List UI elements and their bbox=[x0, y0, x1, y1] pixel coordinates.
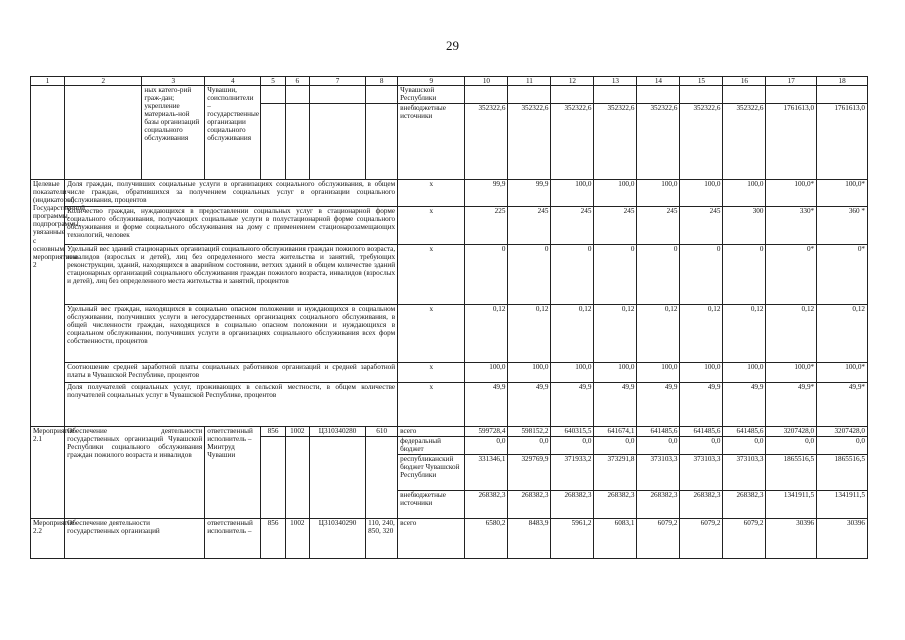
target-row bbox=[31, 305, 868, 363]
value-cell: 8483,9 bbox=[508, 519, 551, 559]
measure-executor: ответственный исполнитель – Минтруд Чувашии bbox=[205, 427, 261, 519]
col-header: 9 bbox=[398, 77, 465, 86]
value-cell: 6083,1 bbox=[594, 519, 637, 559]
value-cell: 1341911,5 bbox=[766, 491, 817, 519]
value-cell: 1341911,5 bbox=[817, 491, 868, 519]
value-cell: 245 bbox=[680, 207, 723, 245]
col-header: 18 bbox=[817, 77, 868, 86]
indicator-x: x bbox=[398, 180, 465, 207]
value-cell: 268382,3 bbox=[594, 491, 637, 519]
value-cell: 268382,3 bbox=[465, 491, 508, 519]
col-header: 10 bbox=[465, 77, 508, 86]
measure-description: Обеспечение деятельности государственных организаций Чувашской Республики социального обслуживания граждан пожилого возраста и инвалидов bbox=[65, 427, 205, 519]
value-cell: 0,12 bbox=[508, 305, 551, 363]
value-cell: 0,12 bbox=[465, 305, 508, 363]
value-cell: 0,0 bbox=[594, 437, 637, 455]
measure-label: Мероприятие 2.1 bbox=[31, 427, 65, 519]
value-cell: 100,0* bbox=[766, 363, 817, 383]
value-cell: 0 bbox=[508, 245, 551, 305]
value-cell: 0,0 bbox=[723, 437, 766, 455]
indicator-text: Доля получателей социальных услуг, проживающих в сельской местности, в общем количестве получателей социальных услуг в Чувашской Республике, процентов bbox=[65, 383, 398, 427]
value-cell: 49,9 bbox=[551, 383, 594, 427]
col-header: 16 bbox=[723, 77, 766, 86]
col-header: 6 bbox=[285, 77, 309, 86]
col-header: 1 bbox=[31, 77, 65, 86]
column-numbers-row bbox=[31, 77, 868, 86]
value-cell: 3207428,0 bbox=[817, 427, 868, 437]
col-header: 14 bbox=[637, 77, 680, 86]
code-cell: 610 bbox=[366, 427, 398, 437]
value-cell: 49,9* bbox=[817, 383, 868, 427]
value-cell: 599728,4 bbox=[465, 427, 508, 437]
value-cell: 100,0 bbox=[594, 363, 637, 383]
value-cell: 49,9 bbox=[594, 383, 637, 427]
col-header: 11 bbox=[508, 77, 551, 86]
page-number: 29 bbox=[446, 38, 459, 53]
value-cell: 1761613,0 bbox=[766, 104, 817, 180]
code-cell: 110, 240, 850, 320 bbox=[366, 519, 398, 559]
value-cell: 373103,3 bbox=[680, 455, 723, 491]
value-cell: 0 bbox=[637, 245, 680, 305]
indicator-text: Соотношение средней заработной платы социальных работников организаций и средней заработной платы в Чувашской Республике, процентов bbox=[65, 363, 398, 383]
value-cell: 5961,2 bbox=[551, 519, 594, 559]
value-cell: 329769,9 bbox=[508, 455, 551, 491]
value-cell: 0 bbox=[594, 245, 637, 305]
value-cell: 6079,2 bbox=[680, 519, 723, 559]
value-cell: 49,9* bbox=[766, 383, 817, 427]
value-cell: 641674,1 bbox=[594, 427, 637, 437]
value-cell: 373103,3 bbox=[723, 455, 766, 491]
value-cell: 0,0 bbox=[465, 437, 508, 455]
value-cell: 245 bbox=[551, 207, 594, 245]
col-header: 5 bbox=[261, 77, 285, 86]
col-header: 13 bbox=[594, 77, 637, 86]
value-cell: 268382,3 bbox=[680, 491, 723, 519]
value-cell: 352322,6 bbox=[637, 104, 680, 180]
source-cell: республиканский бюджет Чувашской Республики bbox=[398, 455, 465, 491]
continuation-executor: Чувашии, соисполнители – государственные организации социального обслуживания bbox=[205, 86, 261, 180]
value-cell: 352322,6 bbox=[594, 104, 637, 180]
value-cell: 330* bbox=[766, 207, 817, 245]
source-cell: внебюджетные источники bbox=[398, 104, 465, 180]
value-cell: 6079,2 bbox=[723, 519, 766, 559]
value-cell: 352322,6 bbox=[465, 104, 508, 180]
measure-2-2-row bbox=[31, 519, 868, 559]
value-cell: 100,0 bbox=[594, 180, 637, 207]
value-cell: 6079,2 bbox=[637, 519, 680, 559]
value-cell: 0 bbox=[723, 245, 766, 305]
value-cell: 0,12 bbox=[551, 305, 594, 363]
indicator-x: x bbox=[398, 245, 465, 305]
value-cell: 1865516,5 bbox=[817, 455, 868, 491]
col-header: 2 bbox=[65, 77, 142, 86]
value-cell: 268382,3 bbox=[508, 491, 551, 519]
value-cell: 0* bbox=[766, 245, 817, 305]
code-cell: 1002 bbox=[285, 519, 309, 559]
value-cell: 1761613,0 bbox=[817, 104, 868, 180]
value-cell: 100,0 bbox=[723, 180, 766, 207]
value-cell: 100,0 bbox=[465, 363, 508, 383]
source-cell: всего bbox=[398, 427, 465, 437]
value-cell: 49,9 bbox=[508, 383, 551, 427]
value-cell: 0 bbox=[551, 245, 594, 305]
value-cell: 100,0* bbox=[817, 363, 868, 383]
value-cell: 352322,6 bbox=[508, 104, 551, 180]
value-cell: 598152,2 bbox=[508, 427, 551, 437]
col-header: 3 bbox=[142, 77, 205, 86]
value-cell: 100,0 bbox=[637, 180, 680, 207]
value-cell: 0,0 bbox=[680, 437, 723, 455]
value-cell: 100,0 bbox=[508, 363, 551, 383]
source-cell: Чувашской Республики bbox=[398, 86, 465, 104]
indicator-text: Удельный вес граждан, находящихся в социально опасном положении и нуждающихся в социальном обслуживании, получивших услуги в негосударственных организациях социального обслуживания, в общей численности граждан, находящихся в социально опасном положении и нуждающихся в социальном обслуживании, получивших услуги в организациях социального обслуживания всех форм собственности, процентов bbox=[65, 305, 398, 363]
value-cell: 3207428,0 bbox=[766, 427, 817, 437]
value-cell: 100,0 bbox=[723, 363, 766, 383]
value-cell: 0,0 bbox=[817, 437, 868, 455]
value-cell: 371933,2 bbox=[551, 455, 594, 491]
value-cell: 245 bbox=[637, 207, 680, 245]
measure-description: Обеспечение деятельности государственных организаций bbox=[65, 519, 205, 559]
value-cell: 0,12 bbox=[817, 305, 868, 363]
value-cell: 0,12 bbox=[680, 305, 723, 363]
value-cell: 0,0 bbox=[508, 437, 551, 455]
value-cell: 99,9 bbox=[508, 180, 551, 207]
indicator-text: Количество граждан, нуждающихся в предоставлении социальных услуг в стационарной форме социального обслуживания, получающих социальные услуги в полустационарной форме социального обслуживания и форме социального обслуживания на дому с применением стационарозамещающих технологий, человек bbox=[65, 207, 398, 245]
value-cell: 49,9 bbox=[680, 383, 723, 427]
value-cell: 0,12 bbox=[637, 305, 680, 363]
code-cell: Ц310340290 bbox=[309, 519, 365, 559]
indicator-text: Доля граждан, получивших социальные услуги в организациях социального обслуживания, в общем числе граждан, обратившихся за получением социальных услуг в организации социального обслуживания, процентов bbox=[65, 180, 398, 207]
col-header: 12 bbox=[551, 77, 594, 86]
value-cell: 49,9 bbox=[465, 383, 508, 427]
target-row bbox=[31, 180, 868, 207]
value-cell: 360 * bbox=[817, 207, 868, 245]
indicator-x: x bbox=[398, 363, 465, 383]
value-cell: 0,0 bbox=[637, 437, 680, 455]
code-cell: 856 bbox=[261, 519, 285, 559]
target-row bbox=[31, 245, 868, 305]
value-cell: 0,0 bbox=[766, 437, 817, 455]
value-cell: 30396 bbox=[766, 519, 817, 559]
code-cell: 1002 bbox=[285, 427, 309, 437]
value-cell: 1865516,5 bbox=[766, 455, 817, 491]
value-cell: 0,12 bbox=[766, 305, 817, 363]
source-cell: внебюджетные источники bbox=[398, 491, 465, 519]
continuation-row bbox=[31, 86, 868, 104]
value-cell: 100,0 bbox=[680, 363, 723, 383]
indicator-text: Удельный вес зданий стационарных организаций социального обслуживания граждан пожилого возраста, инвалидов (взрослых и детей), лиц без определенного места жительства и занятий, требующих реконструкции, зданий, находящихся в аварийном состоянии, ветхих зданий в общем количестве зданий стационарных организаций социального обслуживания граждан пожилого возраста, инвалидов (взрослых и детей), лиц без определенного места жительства и занятий, процентов bbox=[65, 245, 398, 305]
value-cell: 352322,6 bbox=[723, 104, 766, 180]
col-header: 7 bbox=[309, 77, 365, 86]
source-cell: федеральный бюджет bbox=[398, 437, 465, 455]
value-cell: 100,0* bbox=[766, 180, 817, 207]
value-cell: 0,12 bbox=[723, 305, 766, 363]
budget-table bbox=[30, 76, 868, 559]
value-cell: 268382,3 bbox=[637, 491, 680, 519]
value-cell: 30396 bbox=[817, 519, 868, 559]
target-row bbox=[31, 383, 868, 427]
value-cell: 100,0 bbox=[680, 180, 723, 207]
value-cell: 225 bbox=[465, 207, 508, 245]
targets-label: Целевые показатели (индикаторы) Государственной программы, подпрограммы, увязанные с основным мероприятием 2 bbox=[31, 180, 65, 427]
measure-executor: ответственный исполнитель – bbox=[205, 519, 261, 559]
value-cell: 100,0 bbox=[637, 363, 680, 383]
col-header: 4 bbox=[205, 77, 261, 86]
target-row bbox=[31, 363, 868, 383]
source-cell: всего bbox=[398, 519, 465, 559]
value-cell: 268382,3 bbox=[551, 491, 594, 519]
value-cell: 641485,6 bbox=[680, 427, 723, 437]
measure-label: Мероприятие 2.2 bbox=[31, 519, 65, 559]
value-cell: 49,9 bbox=[637, 383, 680, 427]
value-cell: 641485,6 bbox=[637, 427, 680, 437]
value-cell: 0,0 bbox=[551, 437, 594, 455]
target-row bbox=[31, 207, 868, 245]
value-cell: 352322,6 bbox=[680, 104, 723, 180]
code-cell: 856 bbox=[261, 427, 285, 437]
value-cell: 99,9 bbox=[465, 180, 508, 207]
continuation-text: ных катего-рий граж-дан; укрепление материаль-ной базы организаций социального обслуживания bbox=[142, 86, 205, 180]
value-cell: 100,0 bbox=[551, 180, 594, 207]
col-header: 8 bbox=[366, 77, 398, 86]
value-cell: 49,9 bbox=[723, 383, 766, 427]
col-header: 17 bbox=[766, 77, 817, 86]
value-cell: 331346,1 bbox=[465, 455, 508, 491]
value-cell: 0* bbox=[817, 245, 868, 305]
value-cell: 641485,6 bbox=[723, 427, 766, 437]
value-cell: 6580,2 bbox=[465, 519, 508, 559]
value-cell: 268382,3 bbox=[723, 491, 766, 519]
value-cell: 100,0* bbox=[817, 180, 868, 207]
value-cell: 245 bbox=[508, 207, 551, 245]
value-cell: 352322,6 bbox=[551, 104, 594, 180]
value-cell: 373103,3 bbox=[637, 455, 680, 491]
value-cell: 373291,8 bbox=[594, 455, 637, 491]
value-cell: 0,12 bbox=[594, 305, 637, 363]
value-cell: 0 bbox=[465, 245, 508, 305]
measure-2-1-row bbox=[31, 427, 868, 437]
value-cell: 0 bbox=[680, 245, 723, 305]
value-cell: 100,0 bbox=[551, 363, 594, 383]
code-cell: Ц310340280 bbox=[309, 427, 365, 437]
value-cell: 640315,5 bbox=[551, 427, 594, 437]
value-cell: 300 bbox=[723, 207, 766, 245]
indicator-x: x bbox=[398, 207, 465, 245]
col-header: 15 bbox=[680, 77, 723, 86]
indicator-x: x bbox=[398, 383, 465, 427]
indicator-x: x bbox=[398, 305, 465, 363]
value-cell: 245 bbox=[594, 207, 637, 245]
